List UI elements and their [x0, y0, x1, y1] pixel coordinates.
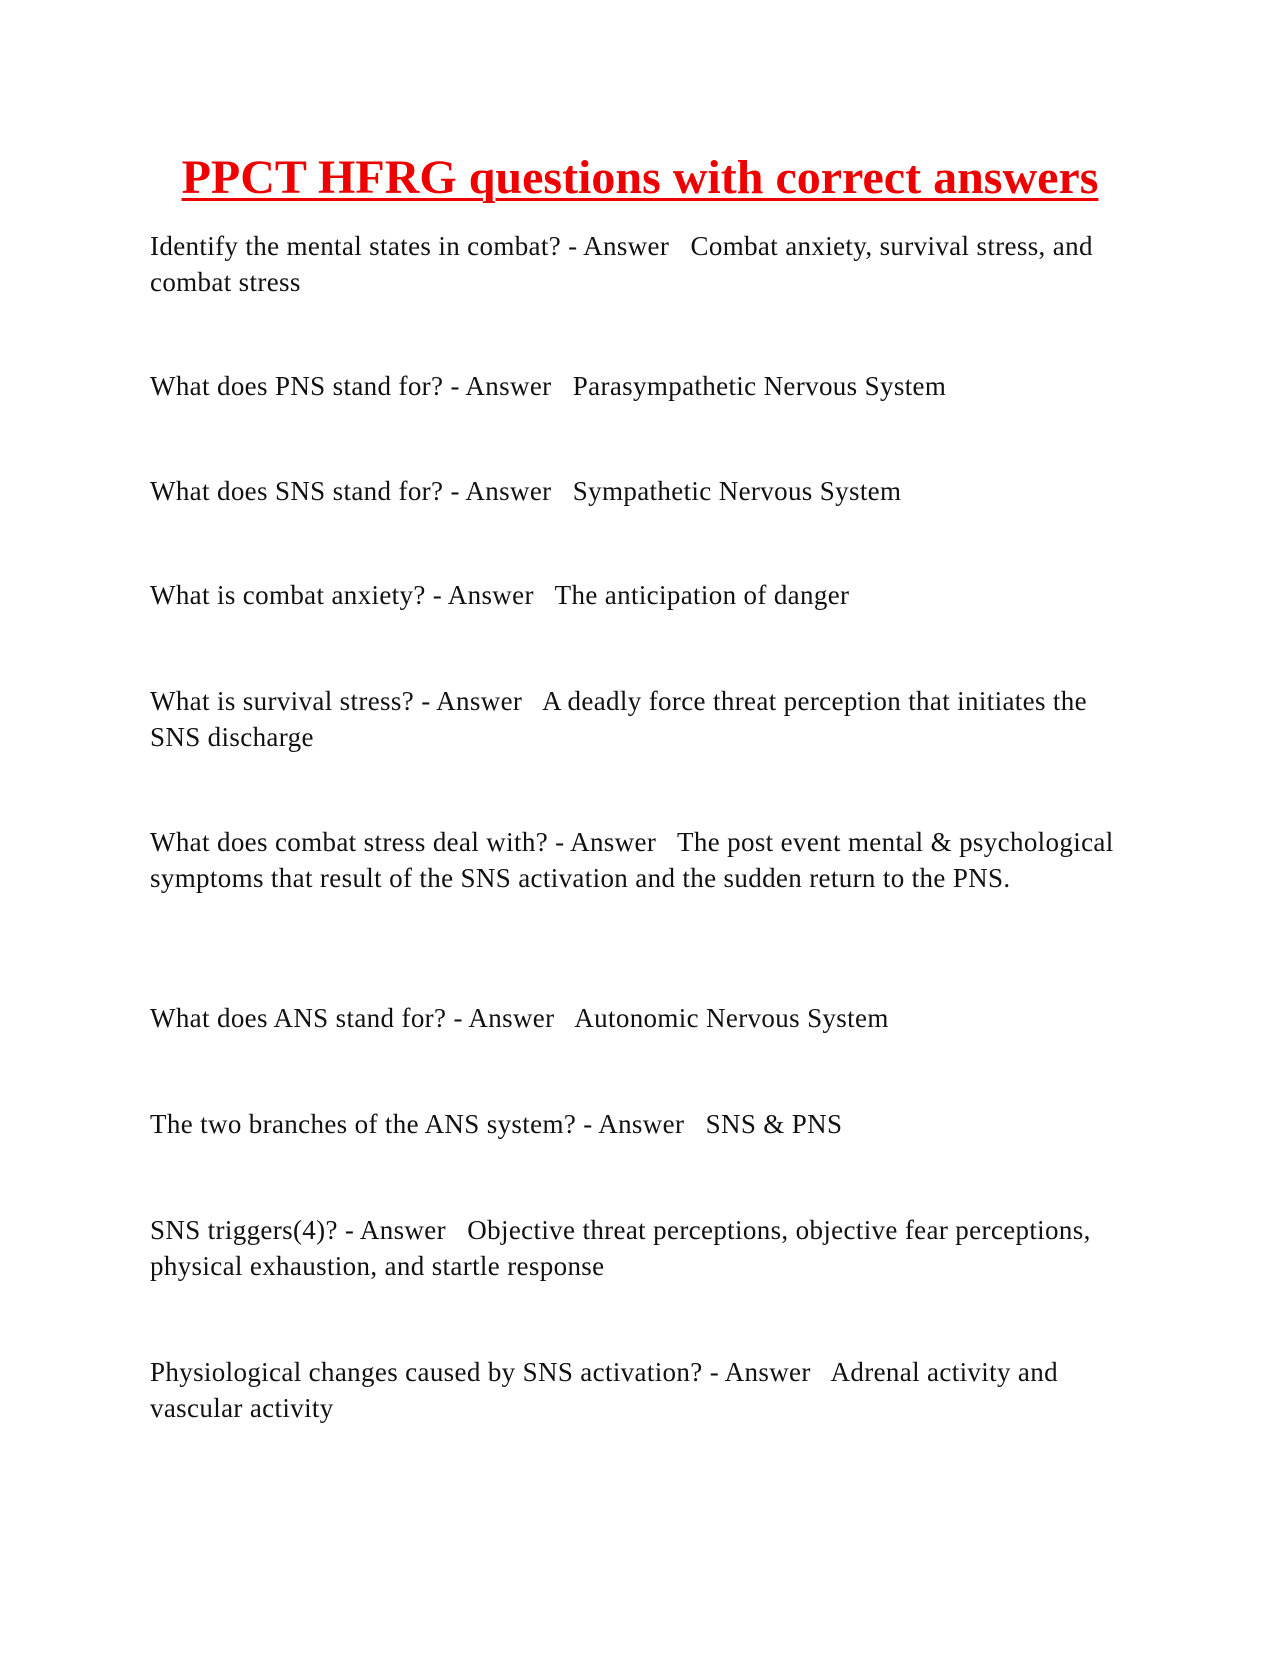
question-text: Identify the mental states in combat? [150, 231, 562, 261]
answer-separator: - Answer [702, 1357, 831, 1387]
answer-separator: - Answer [548, 827, 677, 857]
question-text: What is survival stress? [150, 686, 415, 716]
question-text: The two branches of the ANS system? [150, 1109, 577, 1139]
answer-text: The anticipation of danger [554, 580, 850, 610]
question-text: What does combat stress deal with? [150, 827, 549, 857]
document-title: PPCT HFRG questions with correct answers [181, 151, 1099, 204]
answer-text: Parasympathetic Nervous System [572, 371, 947, 401]
answer-text: The post event mental & psychological symptoms that result of the SNS activation and the sudden return to the PNS. [150, 827, 1114, 893]
qa-item [150, 1212, 1135, 1284]
qa-item [150, 1354, 1135, 1426]
qa-item [150, 577, 1135, 613]
answer-separator: - Answer [446, 1003, 575, 1033]
answer-separator: - Answer [561, 231, 691, 261]
answer-text: Autonomic Nervous System [574, 1003, 889, 1033]
question-text: What is combat anxiety? [150, 580, 426, 610]
answer-text: SNS & PNS [705, 1109, 843, 1139]
qa-item [150, 473, 1135, 509]
qa-item [150, 1106, 1135, 1142]
answer-separator: - Answer [443, 476, 573, 506]
qa-item [150, 683, 1135, 755]
question-text: Physiological changes caused by SNS activation? [150, 1357, 703, 1387]
qa-item [150, 228, 1135, 300]
answer-text: Adrenal activity and vascular activity [150, 1357, 1058, 1423]
answer-separator: - Answer [443, 371, 573, 401]
qa-item [150, 1000, 1135, 1036]
answer-text: Sympathetic Nervous System [572, 476, 902, 506]
answer-separator: - Answer [576, 1109, 706, 1139]
question-text: What does PNS stand for? [150, 371, 444, 401]
qa-item [150, 824, 1135, 896]
answer-text: Objective threat perceptions, objective fear perceptions, physical exhaustion, and startle response [150, 1215, 1091, 1281]
answer-text: Combat anxiety, survival stress, and combat stress [150, 231, 1093, 297]
qa-item [150, 368, 1135, 404]
answer-text: A deadly force threat perception that initiates the SNS discharge [150, 686, 1087, 752]
question-text: What does SNS stand for? [150, 476, 444, 506]
question-text: SNS triggers(4)? [150, 1215, 338, 1245]
answer-separator: - Answer [337, 1215, 468, 1245]
question-text: What does ANS stand for? [150, 1003, 447, 1033]
answer-separator: - Answer [414, 686, 543, 716]
answer-separator: - Answer [425, 580, 555, 610]
